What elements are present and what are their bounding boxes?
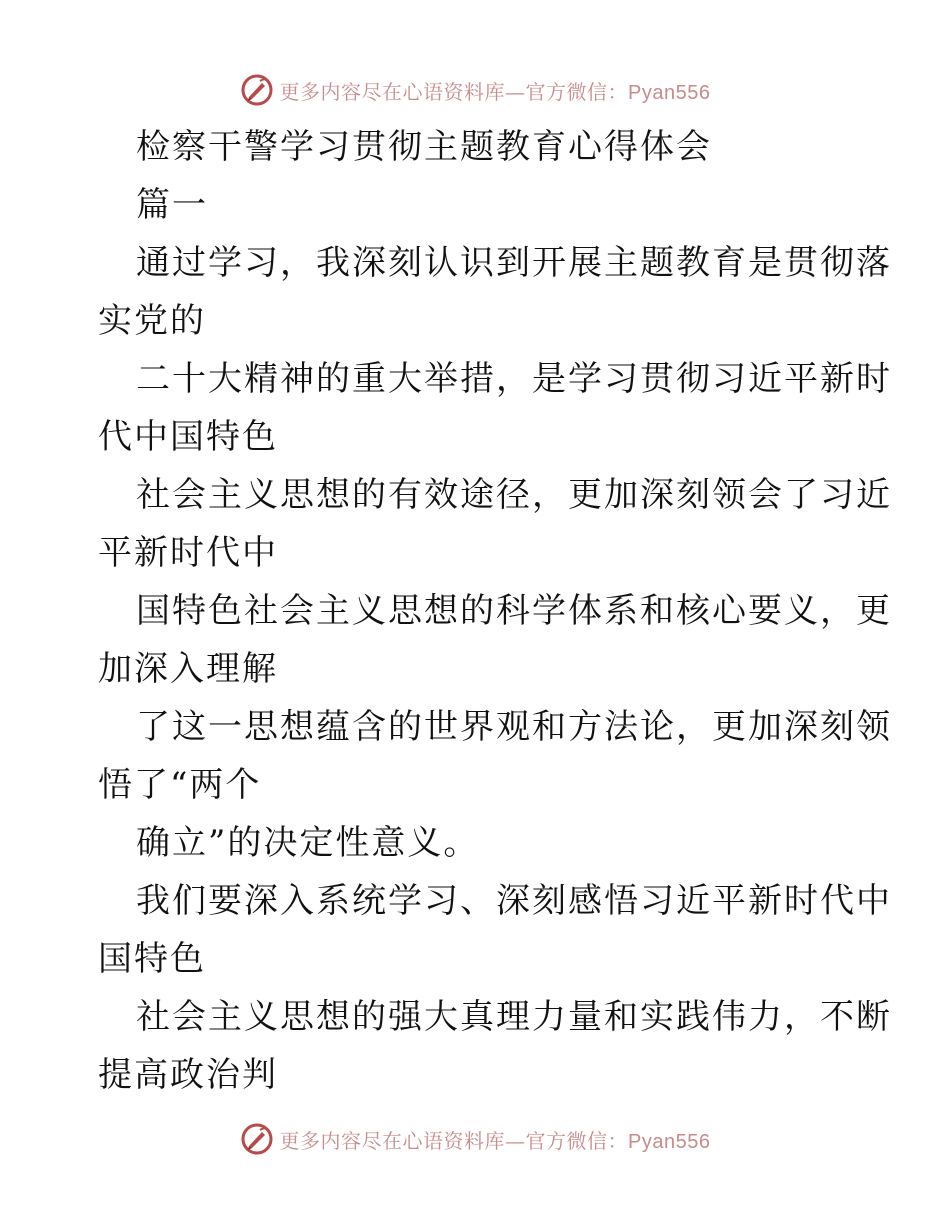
pen-circle-logo-icon	[240, 73, 274, 107]
banner-text	[280, 1125, 711, 1154]
banner-text	[280, 76, 711, 105]
document-body	[98, 118, 892, 1104]
text-line: 社会主义思想的强大真理力量和实践伟力，不断	[136, 997, 892, 1037]
footer-banner	[0, 1119, 950, 1159]
text-line: 二十大精神的重大举措，是学习贯彻习近平新时	[136, 359, 892, 399]
document-title: 检察干警学习贯彻主题教育心得体会	[136, 127, 712, 167]
text-line: 社会主义思想的有效途径，更加深刻领会了习近	[136, 475, 892, 515]
text-line: 平新时代中	[98, 533, 278, 573]
section-heading: 篇一	[136, 185, 208, 225]
text-line: 悟了“两个	[98, 765, 262, 805]
banner-main-text: 更多内容尽在心语资料库—	[279, 1128, 526, 1153]
text-line: 提高政治判	[98, 1055, 278, 1095]
text-line: 通过学习，我深刻认识到开展主题教育是贯彻落	[136, 243, 892, 283]
text-line: 国特色社会主义思想的科学体系和核心要义，更	[136, 591, 892, 631]
text-line: 实党的	[98, 301, 206, 341]
text-line: 加深入理解	[98, 649, 278, 689]
banner-wechat-text: 官方微信：Pyan556	[525, 81, 711, 104]
text-line: 了这一思想蕴含的世界观和方法论，更加深刻领	[136, 707, 892, 747]
paragraph-lines	[98, 234, 892, 1104]
header-banner	[0, 70, 950, 110]
text-line: 确立”的决定性意义。	[136, 823, 480, 863]
pen-circle-logo-icon	[240, 1122, 274, 1156]
text-line: 代中国特色	[98, 417, 278, 457]
banner-main-text: 更多内容尽在心语资料库—	[279, 79, 526, 104]
text-line: 国特色	[98, 939, 206, 979]
text-line: 我们要深入系统学习、深刻感悟习近平新时代中	[136, 881, 892, 921]
banner-wechat-text: 官方微信：Pyan556	[525, 1130, 711, 1153]
